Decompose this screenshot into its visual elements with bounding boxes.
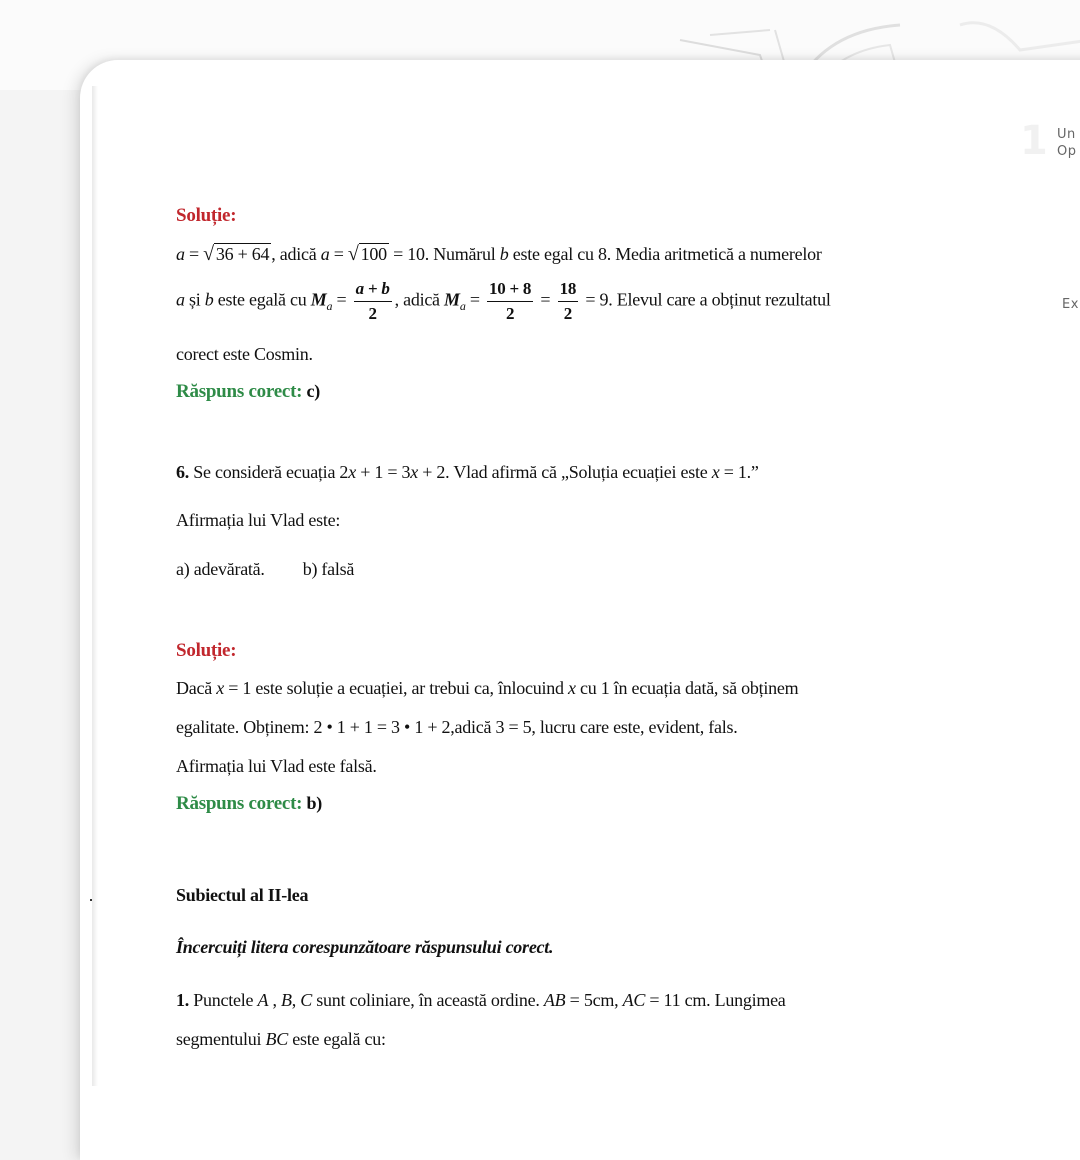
question-6-options	[176, 559, 354, 580]
sqrt-expression: √ 100	[347, 243, 387, 265]
subject-2-heading: Subiectul al II-lea	[176, 885, 309, 905]
fraction: $\frac{10 + 8}{2}$	[488, 279, 532, 323]
solution-2-line-2: egalitate. Obținem: 2 • 1 + 1 = 3 • 1 + 2,adică 3 = 5, lucru care este, evident, fals.	[176, 717, 738, 737]
sqrt-expression: √ 36 + 64	[203, 243, 270, 265]
margin-dot	[90, 899, 92, 901]
option-b: b) falsă	[302, 559, 355, 579]
solution-1-line-1: a = √ 36 + 64 , adică a = √ 100 = 10. Numărul b este egal cu 8. Media aritmetică a numerelor	[176, 243, 822, 265]
fraction: $\frac{a + b}{2}$	[355, 279, 390, 323]
page-edge	[92, 86, 98, 1086]
side-text-top: Un Op	[1057, 127, 1077, 159]
side-text-mid: Ex	[1062, 297, 1079, 312]
side-page-number: 1	[1020, 118, 1048, 164]
option-a: a) adevărată.	[176, 559, 265, 579]
subject-2-question-1: 1. Punctele A , B, C sunt coliniare, în această ordine. AB = 5cm, AC = 11 cm. Lungimea	[176, 990, 786, 1010]
answer-1: Răspuns corect: c)	[176, 381, 320, 402]
fraction: $\frac{18}{2}$	[559, 279, 577, 323]
solution-1-line-3: corect este Cosmin.	[176, 344, 313, 364]
solution-heading-1: Soluție:	[176, 205, 237, 226]
subject-2-question-1-line-2: segmentului BC este egală cu:	[176, 1029, 386, 1049]
solution-heading-2: Soluție:	[176, 640, 237, 661]
solution-1-line-2: a și b este egală cu $M_a$ = $\frac{a + b}{2}$ , adică $M_a$ = $\frac{10 + 8}{2}$ = $\frac{18}{2}$ = 9. Elevul care a obținut rezultatul	[176, 279, 831, 323]
answer-2: Răspuns corect: b)	[176, 793, 323, 814]
subject-2-instruction: Încercuiți litera corespunzătoare răspunsului corect.	[176, 937, 554, 957]
question-6-line-2: Afirmația lui Vlad este:	[176, 510, 341, 530]
solution-2-line-1: Dacă x = 1 este soluție a ecuației, ar trebui ca, înlocuind x cu 1 în ecuația dată, să obținem	[176, 678, 799, 698]
solution-2-line-3: Afirmația lui Vlad este falsă.	[176, 756, 377, 776]
question-6: 6. Se consideră ecuația 2x + 1 = 3x + 2. Vlad afirmă că „Soluția ecuației este x = 1.”	[176, 462, 759, 482]
